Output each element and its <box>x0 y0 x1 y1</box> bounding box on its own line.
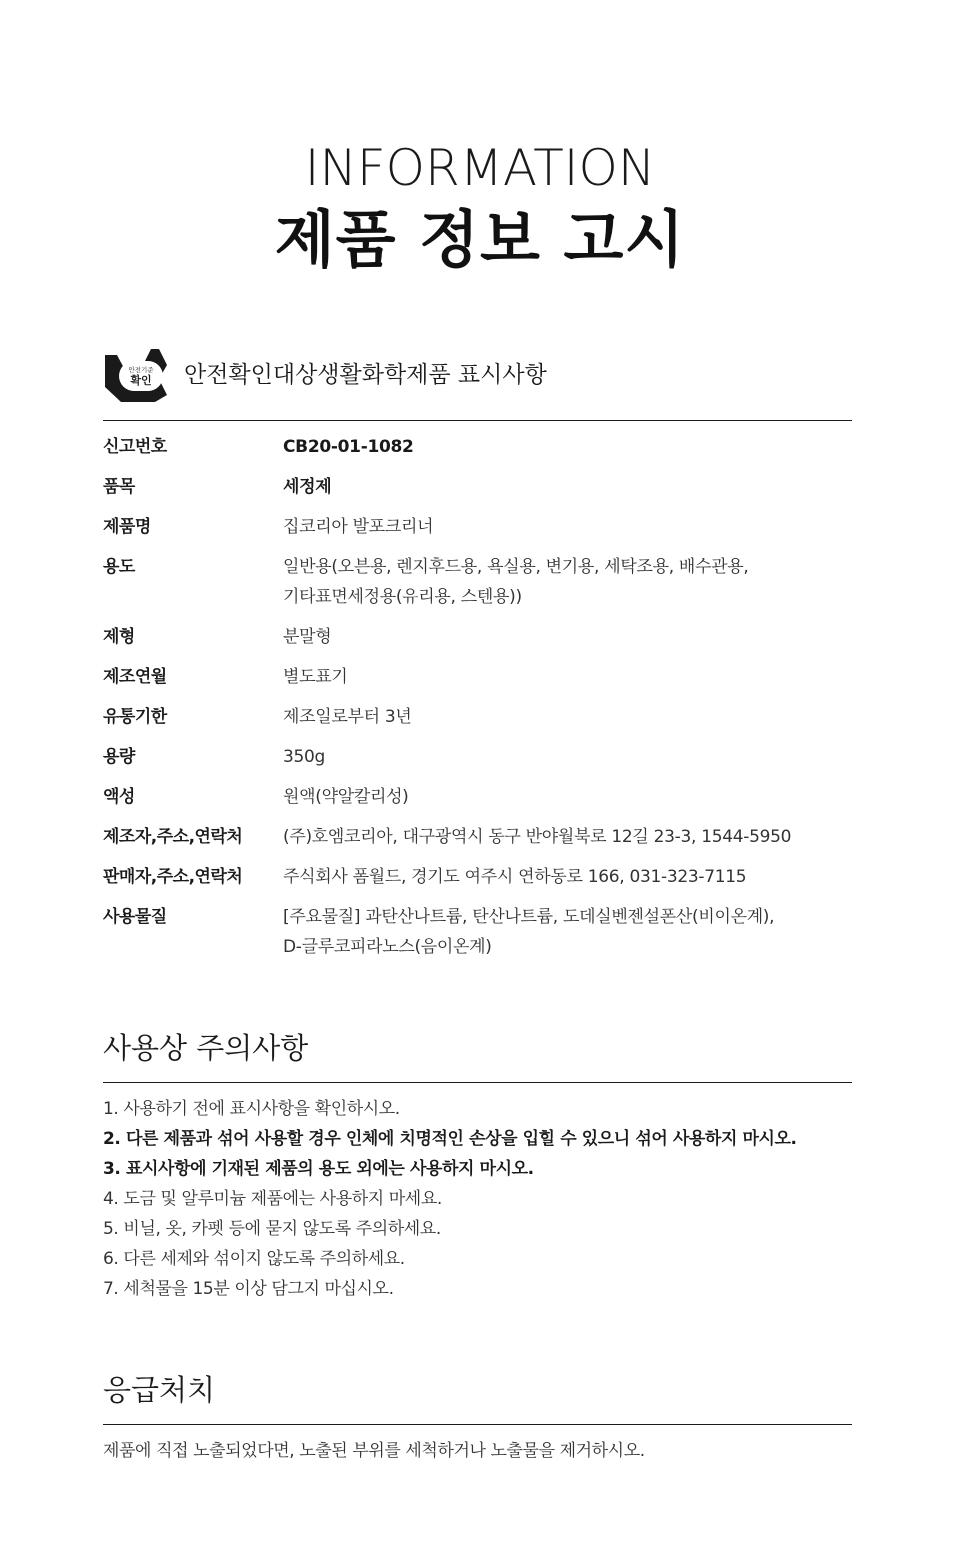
info-label: 제조자,주소,연락처 <box>103 827 243 847</box>
info-label: 사용물질 <box>103 907 167 927</box>
caution-section-title: 사용상 주의사항 <box>103 1031 309 1065</box>
info-value: 원액(약알칼리성) <box>283 787 409 807</box>
page-title-en: INFORMATION <box>304 139 656 197</box>
safety-section-header <box>103 345 852 405</box>
page-title: 제품 정보 고시 <box>274 203 686 276</box>
badge-small-text: 안전기준 <box>128 366 154 374</box>
info-value: 제조일로부터 3년 <box>283 707 412 727</box>
info-label: 판매자,주소,연락처 <box>103 867 243 887</box>
info-row <box>103 742 852 772</box>
divider <box>103 1424 852 1425</box>
info-row <box>103 472 852 502</box>
info-row <box>103 782 852 812</box>
info-value: 분말형 <box>283 627 332 647</box>
caution-item: 6. 다른 세제와 섞이지 않도록 주의하세요. <box>103 1249 405 1269</box>
divider <box>103 420 852 421</box>
info-label: 용량 <box>103 747 135 767</box>
info-row <box>103 512 852 542</box>
info-row <box>103 862 852 892</box>
info-value: 350g <box>283 747 326 767</box>
safety-section-title: 안전확인대상생활화학제품 표시사항 <box>184 362 547 388</box>
info-value: [주요물질] 과탄산나트륨, 탄산나트륨, 도데실벤젠설폰산(비이온계), D-글루코피라노스(음이온계) <box>283 907 775 957</box>
caution-item: 7. 세척물을 15분 이상 담그지 마십시오. <box>103 1279 394 1299</box>
info-value: 일반용(오븐용, 렌지후드용, 욕실용, 변기용, 세탁조용, 배수관용, 기타표면세정용(유리용, 스텐용)) <box>283 557 749 607</box>
info-row <box>103 552 852 612</box>
first-aid-section-header <box>103 1372 852 1408</box>
info-value: (주)호엠코리아, 대구광역시 동구 반야월북로 12길 23-3, 1544-5950 <box>283 827 792 847</box>
caution-item: 3. 표시사항에 기재된 제품의 용도 외에는 사용하지 마시오. <box>103 1159 534 1179</box>
info-value: 집코리아 발포크리너 <box>283 517 434 537</box>
info-value: 세정제 <box>283 477 332 497</box>
info-label: 제조연월 <box>103 667 167 687</box>
caution-item: 4. 도금 및 알루미늄 제품에는 사용하지 마세요. <box>103 1189 442 1209</box>
caution-item: 1. 사용하기 전에 표시사항을 확인하시오. <box>103 1099 400 1119</box>
caution-item: 5. 비닐, 옷, 카펫 등에 묻지 않도록 주의하세요. <box>103 1219 441 1239</box>
info-label: 제품명 <box>103 517 151 537</box>
info-row <box>103 702 852 732</box>
first-aid-section-title: 응급처치 <box>103 1373 216 1407</box>
info-value: 별도표기 <box>283 667 348 687</box>
info-label: 유통기한 <box>103 707 167 727</box>
first-aid-text: 제품에 직접 노출되었다면, 노출된 부위를 세척하거나 노출물을 제거하시오. <box>103 1441 645 1461</box>
info-label: 액성 <box>103 787 135 807</box>
caution-list <box>103 1094 852 1304</box>
info-row <box>103 432 852 462</box>
info-row <box>103 822 852 852</box>
caution-item: 2. 다른 제품과 섞어 사용할 경우 인체에 치명적인 손상을 입힐 수 있으니 섞어 사용하지 마시오. <box>103 1129 797 1149</box>
info-label: 신고번호 <box>103 437 167 457</box>
safety-check-badge-icon <box>103 345 169 405</box>
badge-large-text: 확인 <box>130 374 152 387</box>
divider <box>103 1082 852 1083</box>
info-label: 품목 <box>103 477 135 497</box>
caution-section-header <box>103 1030 852 1066</box>
info-value: 주식회사 폼월드, 경기도 여주시 연하동로 166, 031-323-7115 <box>283 867 747 887</box>
info-row <box>103 902 852 962</box>
info-row <box>103 662 852 692</box>
info-value: CB20-01-1082 <box>283 437 414 457</box>
info-row <box>103 622 852 652</box>
info-label: 용도 <box>103 557 135 577</box>
info-label: 제형 <box>103 627 135 647</box>
